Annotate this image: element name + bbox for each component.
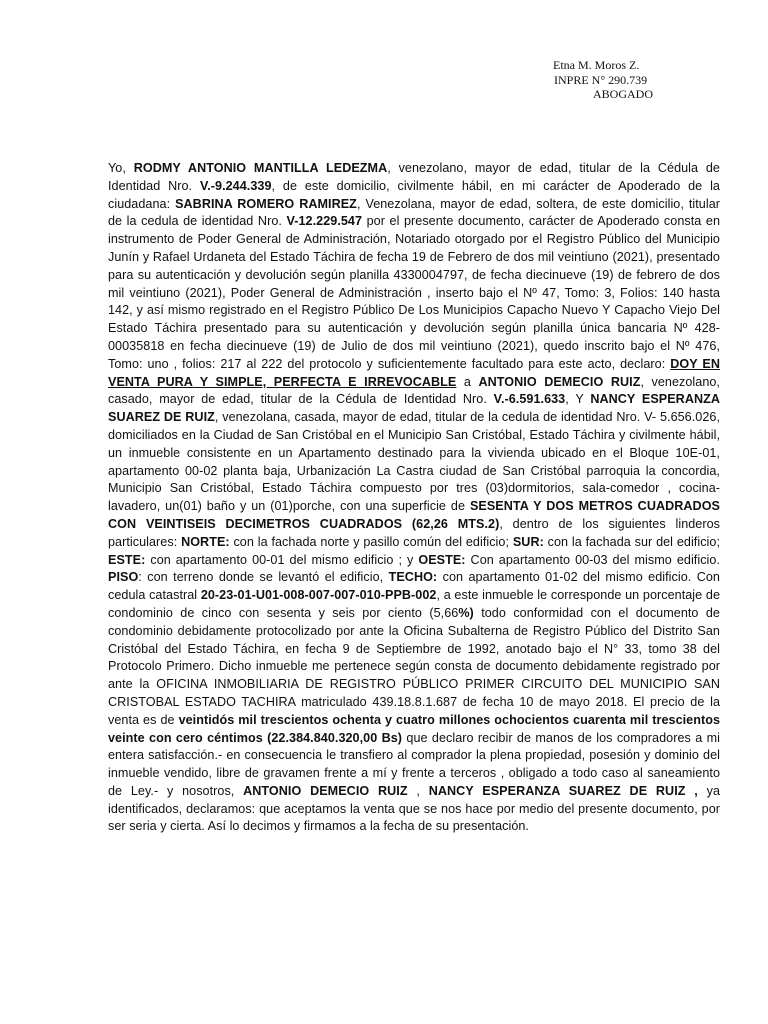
text-segment: con la fachada sur del edificio; <box>543 534 720 549</box>
text-segment: que declaro recibir de manos de los compradores a mi entera satisfacción.- en consecuencia le transfiero al comprador la plena propiedad, posesión y dominio del inmueble vendido, libre de gravamen frente a mí y frente a terceros , obligado a todo caso al saneamiento de Ley.- y nosotros, <box>108 730 721 798</box>
text-segment: : con terreno donde se levantó el edificio, <box>138 570 389 585</box>
principal-name: SABRINA ROMERO RAMIREZ <box>175 196 357 211</box>
buyer-1-id: V.-6.591.633 <box>493 392 566 407</box>
boundary-south-label: SUR: <box>512 534 544 549</box>
text-segment: , Venezolana, mayor de edad, soltera, de este domicilio, titular de la cedula de identidad Nro. <box>108 196 720 229</box>
text-segment: con apartamento 00-01 del mismo edificio ; y <box>145 552 419 567</box>
text-segment: , dentro de los siguientes linderos particulares: <box>108 516 720 549</box>
buyer-2-name-acceptance: NANCY ESPERANZA SUAREZ DE RUIZ , <box>428 783 698 798</box>
text-segment: , a este inmueble le corresponde un porcentaje de condominio de cinco con sesenta y seis por ciento (5,66 <box>108 588 721 620</box>
letterhead <box>500 58 660 102</box>
boundary-east-label: ESTE: <box>108 552 146 567</box>
text-segment: a <box>456 374 479 389</box>
text-segment: con apartamento 01-02 del mismo edificio. Con cedula catastral <box>108 570 720 603</box>
lawyer-title: ABOGADO <box>593 87 653 101</box>
boundary-west-label: OESTE: <box>418 552 466 567</box>
boundary-north-label: NORTE: <box>181 534 230 549</box>
sale-contract-body <box>108 160 720 836</box>
floor-label: PISO <box>108 570 139 585</box>
lawyer-name: Etna M. Moros Z. <box>553 58 640 72</box>
sale-declaration: DOY EN VENTA PURA Y SIMPLE, PERFECTA E IRREVOCABLE <box>108 356 720 389</box>
buyer-2-name: NANCY ESPERANZA SUAREZ DE RUIZ <box>108 392 720 425</box>
cadastral-number: 20-23-01-U01-008-007-007-010-PPB-002 <box>200 588 437 603</box>
seller-proxy-name: RODMY ANTONIO MANTILLA LEDEZMA <box>133 161 388 175</box>
text-segment: todo conformidad con el documento de condominio debidamente protocolizado por ante la Oficina Subalterna de Registro Público del Distrito San Cristóbal del Estado Táchira, en fecha 9 de Septiembre de 1992, anotado bajo el N° 33, tomo 38 del Protocolo Primero. Dicho inmueble me pertenece según consta de documento debidamente registrado por ante la OFICINA INMOBILIARIA DE REGISTRO PÚBLICO PRIMER CIRCUITO DEL MUNICIPIO SAN CRISTOBAL ESTADO TACHIRA matriculado 439.18.8.1.687 de fecha 10 de mayo 2018. El precio de la venta es de <box>108 605 720 727</box>
sale-price: veintidós mil trescientos ochenta y cuatro millones ochocientos cuarenta mil trescientos veinte con cero céntimos (22.384.840.320,00 Bs) <box>108 712 721 745</box>
lawyer-inpre: INPRE N° 290.739 <box>554 72 648 87</box>
text-segment: , venezolano, mayor de edad, titular de la Cédula de Identidad Nro. <box>108 161 720 193</box>
text-segment: , de este domicilio, civilmente hábil, en mi carácter de Apoderado de la ciudadana: <box>108 178 720 211</box>
text-segment: por el presente documento, carácter de Apoderado consta en instrumento de Poder General de Administración, Notariado otorgado por el Registro Público del Municipio Junín y Rafael Urdaneta del Estado Táchira de fecha 19 de Febrero de dos mil veintiuno (2021), presentado para su autenticación y devolución según planilla 4330004797, de fecha diecinueve (19) de febrero de dos mil veintiuno (2021), Poder General de Administración , inserto bajo el Nº 47, Tomo: 3, Folios: 140 hasta 142, y así mismo registrado en el Registro Público De Los Municipios Capacho Nuevo Y Capacho Viejo Del Estado Táchira presentado para su autenticación y devolución según planilla única bancaria Nº 428-00035818 en fecha diecinueve (19) de Julio de dos mil veintiuno (2021), quedo inscrito bajo el Nº 476, Tomo: uno , folios: 217 al 222 del protocolo y suficientemente facultado para este acto, declaro: <box>108 214 720 371</box>
buyer-1-name: ANTONIO DEMECIO RUIZ <box>478 374 641 389</box>
ceiling-label: TECHO: <box>388 570 438 585</box>
text-segment: Con apartamento 00-03 del mismo edificio. <box>465 552 720 567</box>
text-segment: , Y <box>565 392 591 407</box>
text-segment: con la fachada norte y pasillo común del edificio; <box>229 534 513 549</box>
text-segment: , venezolana, casada, mayor de edad, titular de la cedula de identidad Nro. V- 5.656.026, domiciliados en la Ciudad de San Cristóbal en el Municipio San Cristóbal, Estado Táchira y civilmente hábil, un inmueble consistente en un Apartamento destinado para la vivienda ubicado en el Bloque 10E-01, apartamento 00-02 planta baja, Urbanización La Castra ciudad de San Cristóbal parroquia la concordia, Municipio San Cristóbal, Estado Táchira compuesto por tres (03)dormitorios, sala-comedor , cocina-lavadero, un(01) baño y un (01)porche, con una superficie de <box>108 410 720 514</box>
principal-id: V-12.229.547 <box>286 214 363 229</box>
text-segment: Yo, <box>108 161 134 175</box>
text-segment: , venezolano, casado, mayor de edad, titular de la Cédula de Identidad Nro. <box>108 374 720 407</box>
percent-sign: %) <box>458 605 474 620</box>
buyer-1-name-acceptance: ANTONIO DEMECIO RUIZ <box>243 783 408 798</box>
text-segment: ya identificados, declaramos: que aceptamos la venta que se nos hace por medio del presente documento, por ser seria y cierta. Así lo decimos y firmamos a la fecha de su presentación. <box>108 783 721 834</box>
seller-proxy-id: V.-9.244.339 <box>199 178 272 193</box>
surface-area: SESENTA Y DOS METROS CUADRADOS CON VEINTISEIS DECIMETROS CUADRADOS (62,26 MTS.2) <box>108 499 720 531</box>
text-segment: , <box>407 783 429 798</box>
